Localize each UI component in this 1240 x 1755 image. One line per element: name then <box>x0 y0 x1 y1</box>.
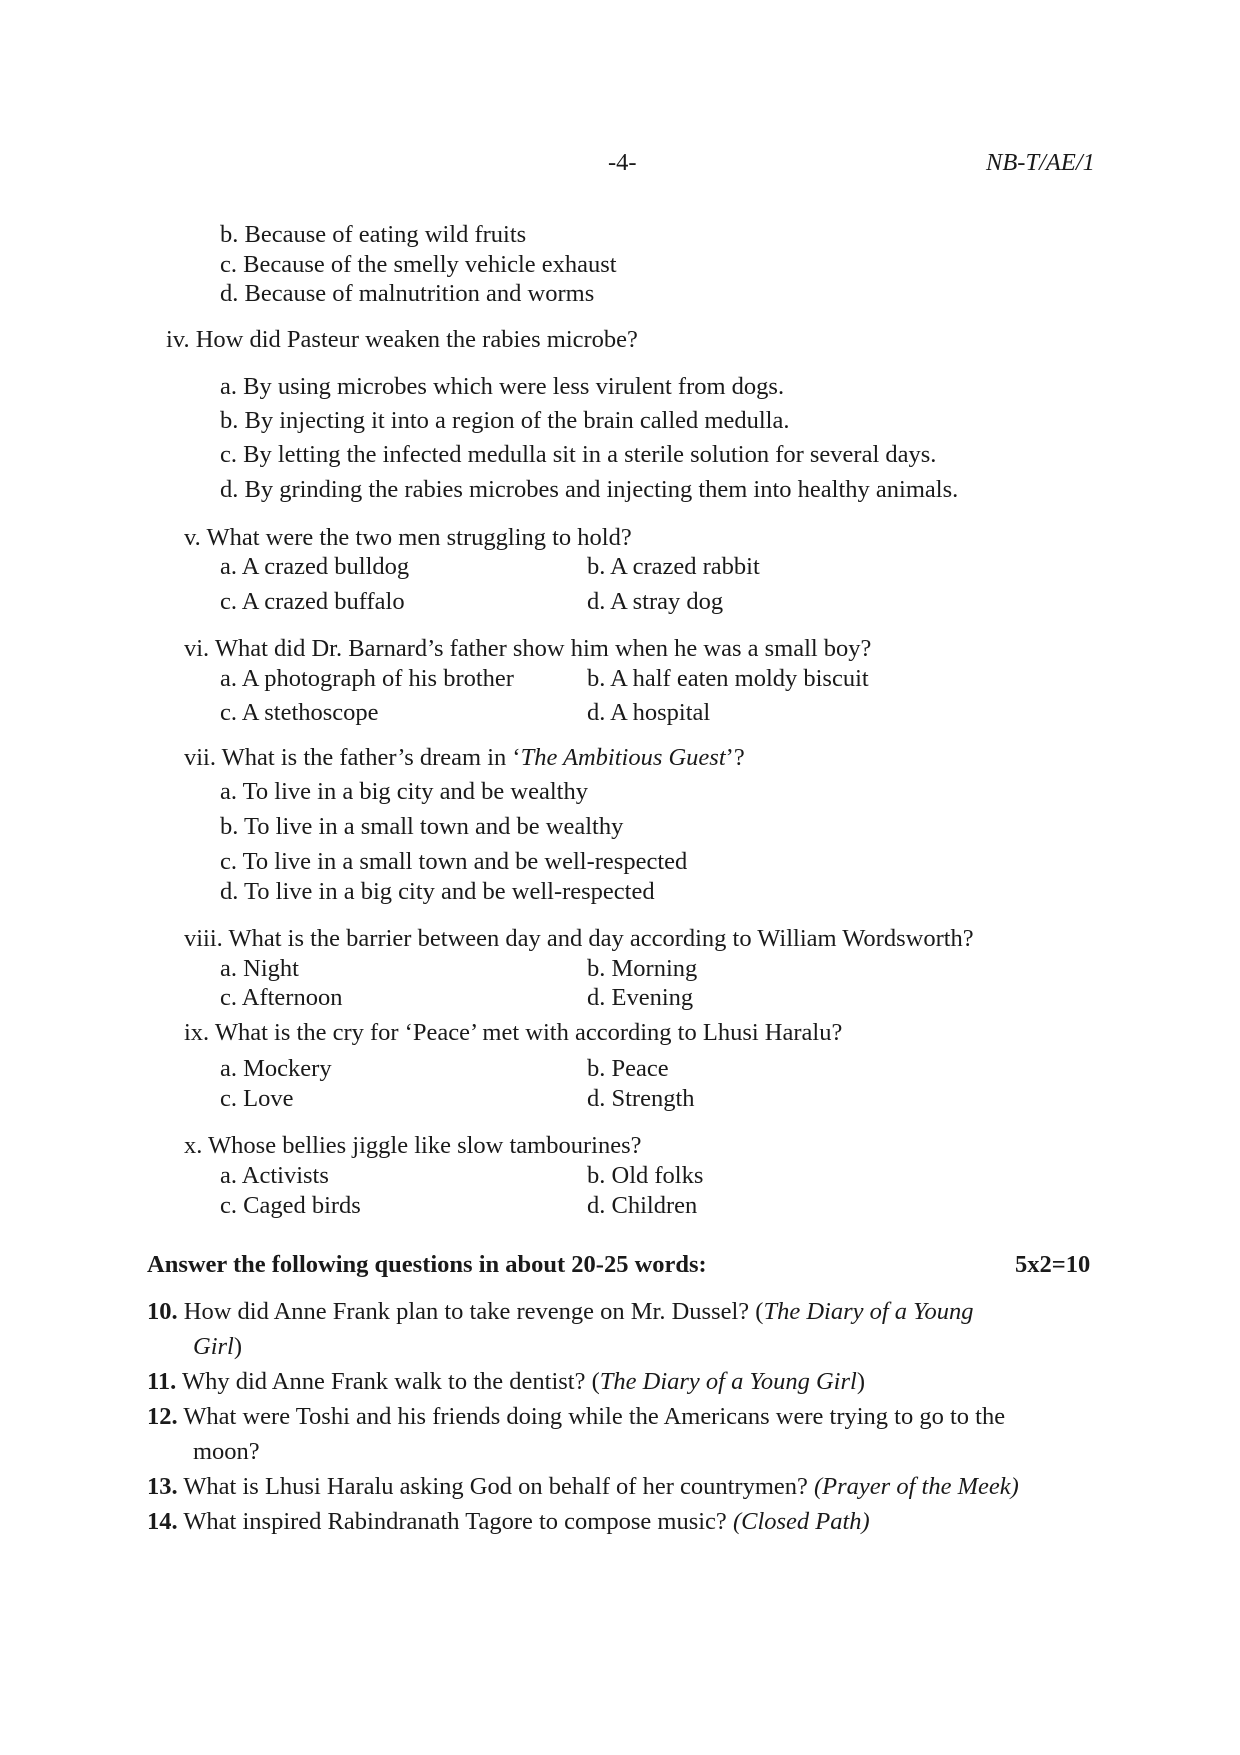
option-line: a. By using microbes which were less virulent from dogs. <box>220 373 785 400</box>
option-c: c. A crazed buffalo <box>220 588 405 615</box>
option-line: b. By injecting it into a region of the brain called medulla. <box>220 407 790 434</box>
option-b: b. A half eaten moldy biscuit <box>587 665 869 692</box>
section-heading: Answer the following questions in about 20-25 words: <box>147 1251 707 1278</box>
option-line: c. By letting the infected medulla sit in a sterile solution for several days. <box>220 441 937 468</box>
question-iv: iv. How did Pasteur weaken the rabies microbe? <box>166 326 638 353</box>
short-question-11: 11. Why did Anne Frank walk to the dentist? (The Diary of a Young Girl) <box>147 1368 865 1395</box>
paper-code: NB-T/AE/1 <box>986 149 1095 176</box>
option-b: b. Morning <box>587 955 698 982</box>
option-d: d. Evening <box>587 984 694 1011</box>
option-d: d. Children <box>587 1192 698 1219</box>
question-v: v. What were the two men struggling to hold? <box>184 524 632 551</box>
option-c: c. Afternoon <box>220 984 343 1011</box>
option-b: b. Old folks <box>587 1162 704 1189</box>
option-a: a. A photograph of his brother <box>220 665 514 692</box>
short-question-12: 12. What were Toshi and his friends doing while the Americans were trying to go to the <box>147 1403 1006 1430</box>
story-title: The Ambitious Guest <box>520 744 726 771</box>
question-ix: ix. What is the cry for ‘Peace’ met with according to Lhusi Haralu? <box>184 1019 843 1046</box>
short-question-10: 10. How did Anne Frank plan to take revenge on Mr. Dussel? (The Diary of a Young <box>147 1298 974 1325</box>
option-b: b. Peace <box>587 1055 669 1082</box>
question-x: x. Whose bellies jiggle like slow tambourines? <box>184 1132 642 1159</box>
option-line: a. To live in a big city and be wealthy <box>220 778 588 805</box>
option-a: a. Activists <box>220 1162 329 1189</box>
option-d: d. A hospital <box>587 699 711 726</box>
option-line: d. By grinding the rabies microbes and injecting them into healthy animals. <box>220 476 959 503</box>
option-c: c. Caged birds <box>220 1192 361 1219</box>
page-number: -4- <box>608 149 637 176</box>
question-viii: viii. What is the barrier between day and day according to William Wordsworth? <box>184 925 974 952</box>
option-b: b. A crazed rabbit <box>587 553 760 580</box>
option-a: a. Mockery <box>220 1055 332 1082</box>
option-c: c. A stethoscope <box>220 699 379 726</box>
option-line: d. Because of malnutrition and worms <box>220 280 595 307</box>
short-question-14: 14. What inspired Rabindranath Tagore to compose music? (Closed Path) <box>147 1508 870 1535</box>
option-a: a. Night <box>220 955 299 982</box>
option-c: c. Love <box>220 1085 294 1112</box>
option-line: c. To live in a small town and be well-respected <box>220 848 688 875</box>
option-a: a. A crazed bulldog <box>220 553 410 580</box>
option-d: d. A stray dog <box>587 588 724 615</box>
option-line: c. Because of the smelly vehicle exhaust <box>220 251 617 278</box>
question-vii: vii. What is the father’s dream in ‘The Ambitious Guest’? <box>184 744 745 771</box>
short-question-12-cont: moon? <box>193 1438 260 1465</box>
option-line: b. To live in a small town and be wealthy <box>220 813 624 840</box>
short-question-10-cont: Girl) <box>193 1333 243 1360</box>
option-line: b. Because of eating wild fruits <box>220 221 527 248</box>
option-d: d. Strength <box>587 1085 695 1112</box>
short-question-13: 13. What is Lhusi Haralu asking God on behalf of her countrymen? (Prayer of the Meek) <box>147 1473 1019 1500</box>
section-marks: 5x2=10 <box>1015 1251 1091 1278</box>
option-line: d. To live in a big city and be well-respected <box>220 878 655 905</box>
question-vi: vi. What did Dr. Barnard’s father show him when he was a small boy? <box>184 635 872 662</box>
